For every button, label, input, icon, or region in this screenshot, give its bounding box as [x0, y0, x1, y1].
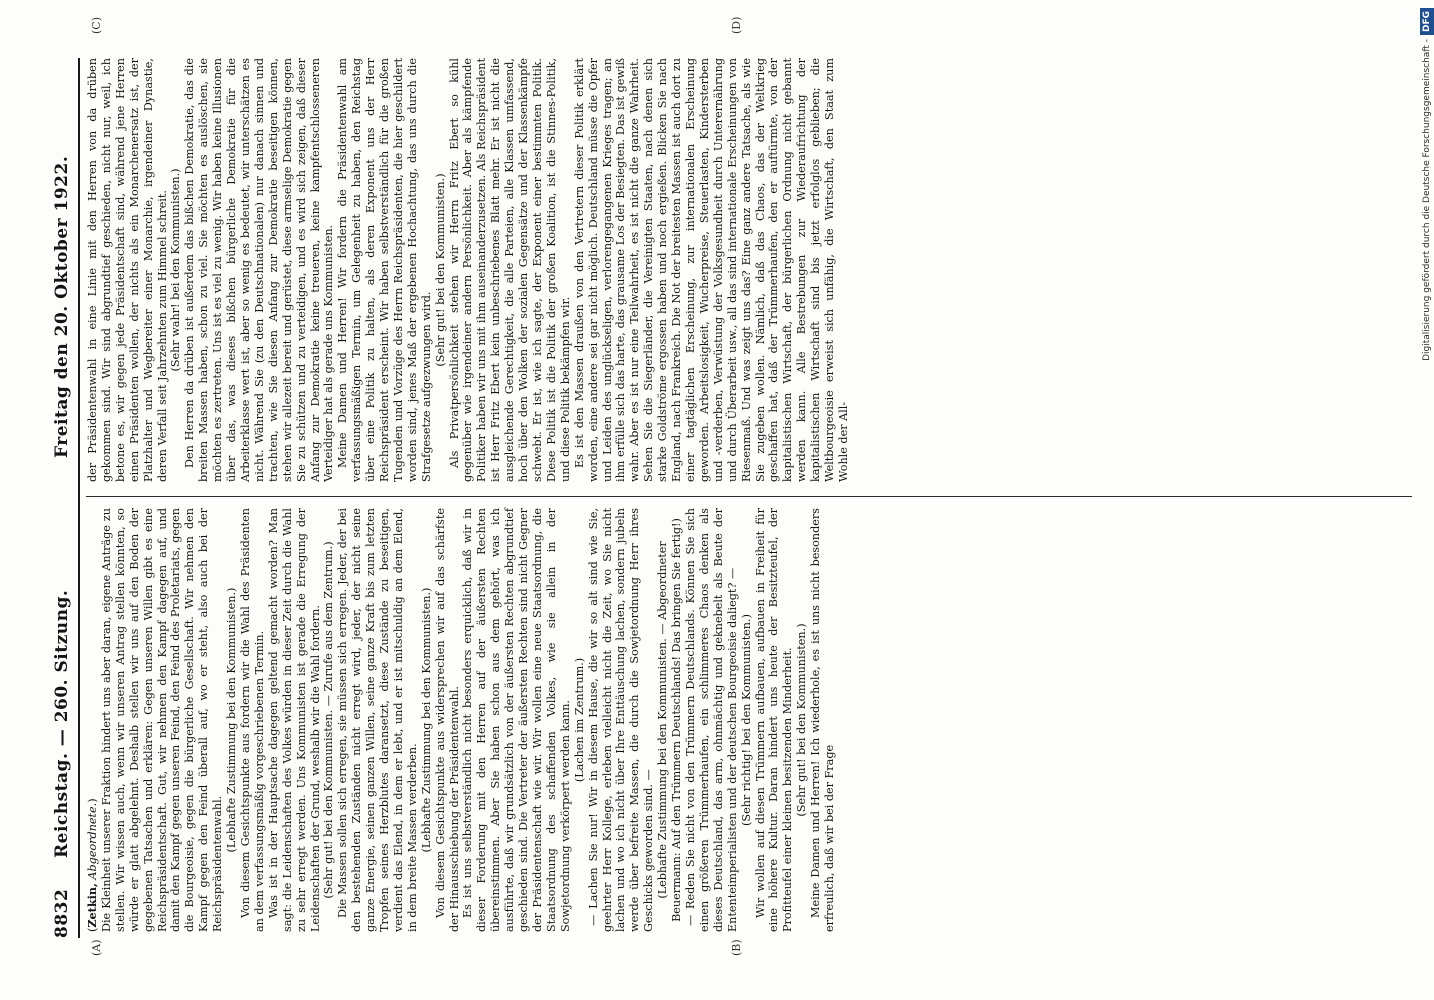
margin-mark-b: (B) [730, 939, 743, 956]
interjection: (Sehr gut! bei den Kommunisten.) [795, 623, 809, 817]
header-rule [78, 58, 80, 938]
interjection: (Lebhafte Zustimmung bei den Kommunisten.) [225, 587, 239, 853]
paragraph: Die Massen sollen sich erregen, sie müssen sich erregen. Jeder, der bei den bestehenden Zuständen nicht erregt wird, jeder, der nicht seine ganze Energie, seinen ganzen Willen, seine ganze Kraft bis zum letzten Tropfen seines Herzblutes daransetzt, diese Zustände zu beseitigen, verdient das Elend, in dem er lebt, und er ist mitschuldig an dem Elend, in dem breite Massen verderben. [336, 508, 419, 932]
interjection: (Lebhafte Zustimmung bei den Kommunisten.) [419, 587, 433, 853]
speaker-line: (Zetkin, Abgeordnete.) [85, 798, 99, 932]
paragraph: — Reden Sie nicht von den Trümmern Deutschlands. Können Sie sich einen größeren Trümmerhaufen, ein schlimmeres Chaos denken als dieses Deutschland, das arm, ohnmächtig und geknebelt als Beute der Ententeimperialisten und der deutschen Bourgeoisie daliegt? — [683, 508, 739, 932]
margin-mark-d: (D) [730, 16, 743, 34]
interjection: (Sehr gut! bei den Kommunisten.) [433, 173, 447, 367]
margin-mark-a: (A) [90, 939, 103, 956]
credit-line [1420, 8, 1434, 992]
interjection: (Sehr richtig! bei den Kommunisten.) [739, 614, 753, 826]
page-number: 8832 [52, 888, 72, 938]
paragraph: Den Herren da drüben ist außerdem das bißchen Demokratie, das die breiten Massen haben, schon zu viel. Sie möchten es auslöschen, sie möchten es zertreten. Uns ist es viel zu wenig. Wir haben keine Illusionen über das, was dieses bißchen bürgerliche Demokratie für die Arbeiterklasse wert ist, aber so wenig es bedeutet, wir unterschätzen es nicht. Während Sie (zu den Deutschnationalen) nur danach sinnen und trachten, wie Sie diesen Anfang zur Demokratie beseitigen können, stehen wir allezeit bereit und gerüstet, diese armselige Demokratie gegen Sie zu schützen und zu verteidigen, und es wird sich zeigen, daß dieser Anfang zur Demokratie keine treueren, keine kampfentschlosseneren Verteidiger hat als gerade uns Kommunisten. [183, 58, 336, 482]
session-date: Freitag den 20. Oktober 1922. [52, 155, 72, 458]
speaker-name: Zetkin, [85, 883, 99, 928]
paragraph: Als Privatpersönlichkeit stehen wir Herrn Fritz Ebert so kühl gegenüber wie irgendeiner andern Persönlichkeit. Aber als kämpfende Politiker haben wir uns mit ihm auseinanderzusetzen. Als Reichspräsident ist Herr Fritz Ebert kein unbeschriebenes Blatt mehr. Er ist nicht die ausgleichende Gerechtigkeit, die alle Parteien, alle Klassen umfassend, hoch über den Wolken der sozialen Gegensätze und der Klassenkämpfe schwebt. Er ist, wie ich sagte, der Exponent einer bestimmten Politik. Diese Politik ist die Politik der großen Koalition, ist die Stinnes-Politik, und diese Politik bekämpfen wir. [447, 58, 572, 482]
speaker-role: Abgeordnete. [86, 802, 99, 880]
interjection: (Sehr wahr! bei den Kommunisten.) [169, 168, 183, 372]
credit-text: Digitalisierung gefördert durch die Deutsche Forschungsgemeinschaft - [1422, 39, 1432, 361]
paragraph: Was ist in der Hauptsache dagegen geltend gemacht worden? Man sagt: die Leidenschaften des Volkes würden in dieser Zeit durch die Wahl zu sehr erregt werden. Uns Kommunisten ist gerade die Erregung der Leidenschaften der Grund, weshalb wir die Wahl fordern. [266, 508, 322, 932]
column-divider [86, 496, 1412, 497]
interjection: (Lachen im Zentrum.) [572, 657, 586, 783]
interjection: (Lebhafte Zustimmung bei den Kommunisten. — Abgeordneter Beuermann: Auf den Trümmern Deutschlands! Das bringen Sie fertig!) [656, 518, 684, 922]
digitization-credit [1420, 8, 1434, 992]
left-text-column [86, 508, 837, 932]
paragraph: — Lachen Sie nur! Wir in diesem Hause, die wir so alt sind wie Sie, geehrter Herr Kollege, erleben vielleicht nicht die Zeit, wo Sie nicht lachen und wo ich nicht über Ihre Enttäuschung lachen, sondern jubeln werde über befreite Massen, die durch die Sowjetordnung Herr ihres Geschicks geworden sind. — [586, 508, 656, 932]
paragraph: Es ist uns selbstverständlich nicht besonders erquicklich, daß wir in dieser Forderung mit den Herren auf der äußersten Rechten übereinstimmen. Aber Sie haben schon aus dem gehört, was ich ausführte, daß wir grundsätzlich von der äußersten Rechten abgrundtief geschieden sind. Die Vertreter der äußersten Rechten sind nicht Gegner der Präsidentenschaft wie wir. Wir wollen eine neue Staatsordnung, die Staatsordnung des schaffenden Volkes, wie sie allein in der Sowjetordnung verkörpert werden kann. [461, 508, 572, 932]
dfg-logo: DFG [1420, 8, 1434, 35]
margin-mark-c: (C) [90, 17, 103, 34]
paragraph: Meine Damen und Herren! Ich wiederhole, es ist uns nicht besonders erfreulich, daß wir bei der Frage [809, 508, 837, 932]
page-header [48, 38, 78, 938]
paragraph: Die Kleinheit unserer Fraktion hindert uns aber daran, eigene Anträge zu stellen. Wir wissen auch, wenn wir unseren Antrag stellen könnten, so würde er glatt abgelehnt. Deshalb stellen wir uns auf den Boden der gegebenen Tatsachen und erklären: Gegen unseren Willen gibt es eine Reichspräsidentschaft. Gut, wir nehmen den Kampf dagegen auf, und damit den Kampf gegen unseren Feind, den Feind des Proletariats, gegen die Bourgeoisie, gegen die bürgerliche Gesellschaft. Wir nehmen den Kampf gegen den Feind überall auf, wo er steht, also auch bei der Reichspräsidentenwahl. [99, 508, 225, 932]
paragraph: Meine Damen und Herren! Wir fordern die Präsidentenwahl am verfassungsmäßigen Termin, um Gelegenheit zu haben, den Reichstag über eine Politik zu halten, als deren Exponent uns der Herr Reichspräsident erscheint. Wir haben selbstverständlich für die großen Tugenden und Vorzüge des Herrn Reichspräsidenten, die hier geschildert worden sind, jenes Maß der ergebenen Hochachtung, das uns durch die Strafgesetze aufgezwungen wird. [336, 58, 433, 482]
paragraph: Es ist den Massen draußen von den Vertretern dieser Politik erklärt worden, eine andere sei gar nicht möglich. Deutschland müsse die Opfer und Leiden des unglückseligen, verlorengegangenen Krieges tragen; an ihm erfülle sich das harte, das grausame Los der Besiegten. Das ist gewiß wahr. Aber es ist nur eine Teilwahrheit, es ist nicht die ganze Wahrheit. Sehen Sie die Siegerländer, die Vereinigten Staaten, nach denen sich starke Goldströme ergossen haben und noch ergießen. Blicken Sie nach England, nach Frankreich. Die Not der breitesten Massen ist auch dort zu einer tagtäglichen Erscheinung, zur internationalen Erscheinung geworden. Arbeitslosigkeit, Wucherpreise, Steuerlasten, Kindersterben und -verderben, Verwüstung der Volksgesundheit durch Unterernährung und durch Überarbeit usw., all das sind internationale Erscheinungen von Riesenmaß. Und was zeigt uns das? Eine ganz andere Tatsache, als wie Sie zugeben wollen. Nämlich, daß das Chaos, das der Weltkrieg geschaffen hat, daß der Trümmerhaufen, den er auftürmte, von der kapitalistischen Wirtschaft, der bürgerlichen Ordnung nicht gebannt werden kann. Alle Bestrebungen zur Wiederaufrichtung der kapitalistischen Wirtschaft sind bis jetzt erfolglos geblieben; die Weltbourgeoisie erweist sich unfähig, die Wirtschaft, den Staat zum Wohle der All- [572, 58, 850, 482]
paragraph: Wir wollen auf diesen Trümmern aufbauen, aufbauen in Freiheit für eine höhere Kultur. Daran hindert uns heute der Besitzteufel, der Profitteufel einer kleinen besitzenden Minderheit. [753, 508, 795, 932]
session-title: Reichstag. — 260. Sitzung. [52, 589, 72, 858]
right-text-column [86, 58, 851, 482]
paragraph: Von diesem Gesichtspunkte aus widersprechen wir auf das schärfste der Hinausschiebung der Präsidentenwahl. [433, 508, 461, 932]
paragraph: Von diesem Gesichtspunkte aus fordern wir die Wahl des Präsidenten an dem verfassungsmäßig vorgeschriebenen Termin. [238, 508, 266, 932]
interjection: (Sehr gut! bei den Kommunisten. — Zurufe aus dem Zentrum.) [322, 541, 336, 899]
paragraph: der Präsidentenwahl in eine Linie mit den Herren von da drüben gekommen sind. Wir sind abgrundtief geschieden, nicht nur, weil, ich betone es, wir gegen jede Präsidentschaft sind, während jene Herren einen Präsidenten wollen, der nichts als ein Monarchenersatz ist, der Platzhalter und Wegbereiter einer Monarchie, irgendeiner Dynastie, deren Verfall seit Jahrzehnten zum Himmel schreit. [86, 58, 169, 482]
